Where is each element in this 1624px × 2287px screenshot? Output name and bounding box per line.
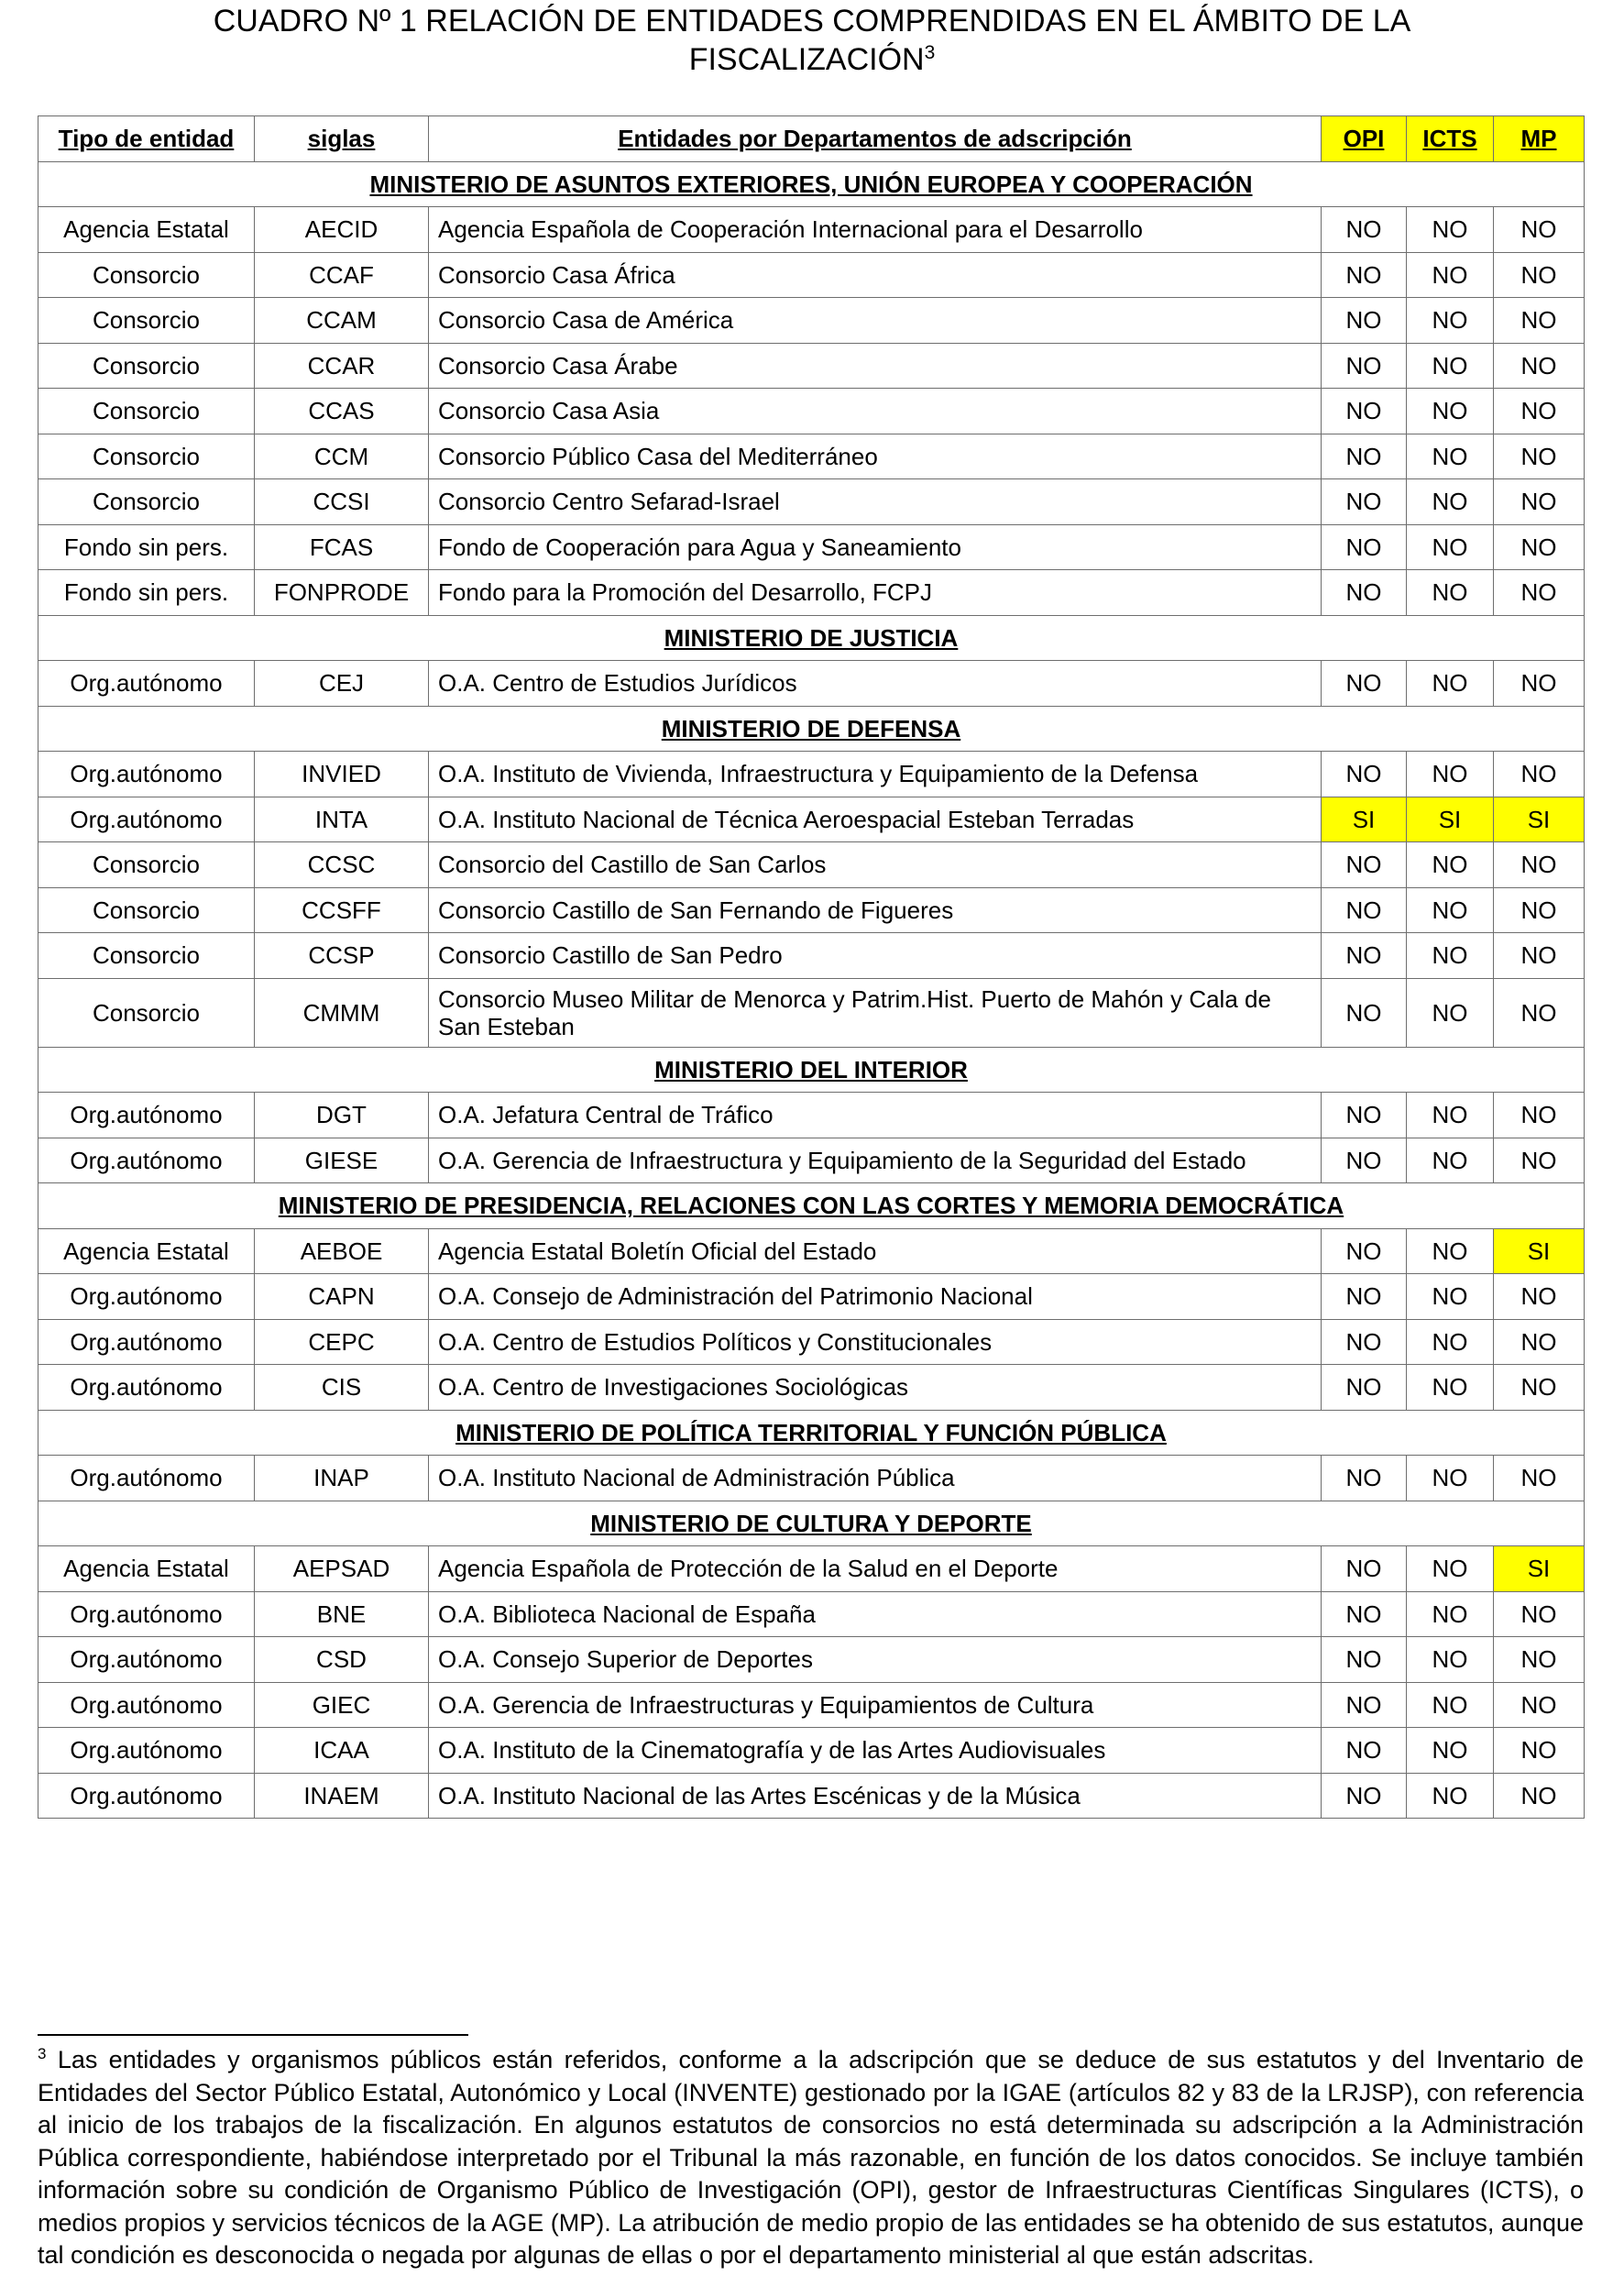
cell-siglas: GIEC xyxy=(255,1682,429,1728)
footnote xyxy=(38,2044,1584,2272)
table-row xyxy=(38,1456,1585,1501)
cell-mp: NO xyxy=(1494,842,1585,888)
cell-tipo: Agencia Estatal xyxy=(38,1228,255,1274)
cell-siglas: CSD xyxy=(255,1637,429,1683)
cell-mp: NO xyxy=(1494,524,1585,570)
table-row xyxy=(38,1591,1585,1637)
entities-table-body xyxy=(38,116,1585,1819)
cell-mp: SI xyxy=(1494,1546,1585,1592)
cell-icts: NO xyxy=(1407,1546,1494,1592)
cell-entidad: Consorcio Casa Asia xyxy=(429,389,1322,434)
cell-icts: NO xyxy=(1407,1274,1494,1320)
cell-mp: NO xyxy=(1494,752,1585,797)
cell-entidad: Consorcio Casa de América xyxy=(429,298,1322,344)
title-line-2-text: FISCALIZACIÓN xyxy=(688,42,925,77)
table-row xyxy=(38,1319,1585,1365)
cell-opi: NO xyxy=(1322,1637,1407,1683)
cell-icts: NO xyxy=(1407,1319,1494,1365)
cell-icts: NO xyxy=(1407,1773,1494,1819)
cell-siglas: CAPN xyxy=(255,1274,429,1320)
header-icts: ICTS xyxy=(1407,116,1494,162)
cell-entidad: Consorcio Museo Militar de Menorca y Patrim.Hist. Puerto de Mahón y Cala de San Esteban xyxy=(429,978,1322,1047)
cell-icts: NO xyxy=(1407,389,1494,434)
cell-opi: NO xyxy=(1322,1138,1407,1183)
ministry-name: MINISTERIO DE DEFENSA xyxy=(38,706,1585,752)
table-row xyxy=(38,978,1585,1047)
page-title xyxy=(73,2,1551,79)
title-line-1: CUADRO Nº 1 RELACIÓN DE ENTIDADES COMPRENDIDAS EN EL ÁMBITO DE LA xyxy=(213,4,1411,38)
cell-icts: NO xyxy=(1407,1093,1494,1138)
ministry-header-row xyxy=(38,1047,1585,1093)
cell-opi: NO xyxy=(1322,978,1407,1047)
cell-tipo: Org.autónomo xyxy=(38,661,255,707)
table-row xyxy=(38,1682,1585,1728)
cell-icts: NO xyxy=(1407,570,1494,616)
cell-siglas: GIESE xyxy=(255,1138,429,1183)
cell-opi: NO xyxy=(1322,1773,1407,1819)
cell-mp: NO xyxy=(1494,887,1585,933)
cell-icts: NO xyxy=(1407,1682,1494,1728)
table-row xyxy=(38,752,1585,797)
cell-icts: NO xyxy=(1407,207,1494,253)
cell-mp: SI xyxy=(1494,797,1585,842)
cell-icts: NO xyxy=(1407,933,1494,979)
cell-tipo: Fondo sin pers. xyxy=(38,570,255,616)
table-row xyxy=(38,252,1585,298)
cell-siglas: INAP xyxy=(255,1456,429,1501)
cell-entidad: O.A. Consejo de Administración del Patrimonio Nacional xyxy=(429,1274,1322,1320)
table-row xyxy=(38,570,1585,616)
cell-opi: NO xyxy=(1322,389,1407,434)
table-row xyxy=(38,479,1585,525)
cell-icts: NO xyxy=(1407,887,1494,933)
header-opi: OPI xyxy=(1322,116,1407,162)
cell-siglas: INTA xyxy=(255,797,429,842)
cell-siglas: AEPSAD xyxy=(255,1546,429,1592)
cell-entidad: O.A. Gerencia de Infraestructura y Equipamiento de la Seguridad del Estado xyxy=(429,1138,1322,1183)
cell-siglas: AECID xyxy=(255,207,429,253)
cell-icts: NO xyxy=(1407,1728,1494,1774)
cell-mp: NO xyxy=(1494,1365,1585,1411)
cell-mp: NO xyxy=(1494,1274,1585,1320)
cell-opi: NO xyxy=(1322,479,1407,525)
cell-tipo: Fondo sin pers. xyxy=(38,524,255,570)
ministry-header-row xyxy=(38,1501,1585,1546)
cell-siglas: CCSC xyxy=(255,842,429,888)
table-row xyxy=(38,1773,1585,1819)
cell-mp: NO xyxy=(1494,1637,1585,1683)
cell-opi: NO xyxy=(1322,1274,1407,1320)
cell-entidad: Consorcio Casa Árabe xyxy=(429,343,1322,389)
ministry-header-row xyxy=(38,1183,1585,1229)
cell-siglas: CCSI xyxy=(255,479,429,525)
cell-tipo: Org.autónomo xyxy=(38,1773,255,1819)
cell-siglas: CCAM xyxy=(255,298,429,344)
cell-entidad: O.A. Jefatura Central de Tráfico xyxy=(429,1093,1322,1138)
cell-mp: NO xyxy=(1494,389,1585,434)
cell-siglas: BNE xyxy=(255,1591,429,1637)
cell-opi: NO xyxy=(1322,1093,1407,1138)
cell-mp: NO xyxy=(1494,1591,1585,1637)
cell-opi: NO xyxy=(1322,570,1407,616)
cell-entidad: O.A. Centro de Investigaciones Sociológicas xyxy=(429,1365,1322,1411)
table-row xyxy=(38,797,1585,842)
cell-siglas: CCAS xyxy=(255,389,429,434)
cell-opi: NO xyxy=(1322,434,1407,479)
table-row xyxy=(38,207,1585,253)
table-row xyxy=(38,1637,1585,1683)
table-row xyxy=(38,1228,1585,1274)
cell-entidad: Consorcio Centro Sefarad-Israel xyxy=(429,479,1322,525)
cell-opi: NO xyxy=(1322,887,1407,933)
cell-tipo: Consorcio xyxy=(38,842,255,888)
ministry-header-row xyxy=(38,706,1585,752)
title-line-2 xyxy=(73,40,1551,79)
table-row xyxy=(38,1365,1585,1411)
cell-tipo: Consorcio xyxy=(38,933,255,979)
cell-mp: NO xyxy=(1494,343,1585,389)
cell-tipo: Consorcio xyxy=(38,887,255,933)
cell-mp: NO xyxy=(1494,1728,1585,1774)
ministry-header-row xyxy=(38,615,1585,661)
cell-entidad: O.A. Instituto Nacional de Técnica Aeroespacial Esteban Terradas xyxy=(429,797,1322,842)
ministry-header-row xyxy=(38,161,1585,207)
cell-opi: NO xyxy=(1322,1591,1407,1637)
table-row xyxy=(38,933,1585,979)
cell-entidad: Consorcio Público Casa del Mediterráneo xyxy=(429,434,1322,479)
cell-tipo: Consorcio xyxy=(38,252,255,298)
cell-entidad: O.A. Consejo Superior de Deportes xyxy=(429,1637,1322,1683)
cell-opi: NO xyxy=(1322,524,1407,570)
cell-entidad: Consorcio del Castillo de San Carlos xyxy=(429,842,1322,888)
table-row xyxy=(38,524,1585,570)
cell-entidad: O.A. Gerencia de Infraestructuras y Equipamientos de Cultura xyxy=(429,1682,1322,1728)
cell-tipo: Org.autónomo xyxy=(38,1591,255,1637)
cell-entidad: Agencia Española de Protección de la Salud en el Deporte xyxy=(429,1546,1322,1592)
cell-siglas: FCAS xyxy=(255,524,429,570)
cell-mp: NO xyxy=(1494,933,1585,979)
cell-entidad: Fondo de Cooperación para Agua y Saneamiento xyxy=(429,524,1322,570)
cell-tipo: Consorcio xyxy=(38,434,255,479)
cell-mp: NO xyxy=(1494,978,1585,1047)
cell-icts: NO xyxy=(1407,1138,1494,1183)
cell-entidad: O.A. Centro de Estudios Políticos y Constitucionales xyxy=(429,1319,1322,1365)
cell-mp: NO xyxy=(1494,570,1585,616)
ministry-name: MINISTERIO DE ASUNTOS EXTERIORES, UNIÓN EUROPEA Y COOPERACIÓN xyxy=(38,161,1585,207)
cell-siglas: CCSP xyxy=(255,933,429,979)
cell-opi: SI xyxy=(1322,797,1407,842)
cell-tipo: Agencia Estatal xyxy=(38,207,255,253)
header-siglas: siglas xyxy=(255,116,429,162)
cell-opi: NO xyxy=(1322,1365,1407,1411)
header-entidades: Entidades por Departamentos de adscripción xyxy=(429,116,1322,162)
table-row xyxy=(38,389,1585,434)
cell-mp: NO xyxy=(1494,1093,1585,1138)
cell-mp: SI xyxy=(1494,1228,1585,1274)
cell-icts: NO xyxy=(1407,978,1494,1047)
cell-mp: NO xyxy=(1494,1456,1585,1501)
cell-opi: NO xyxy=(1322,1682,1407,1728)
footnote-number: 3 xyxy=(38,2045,47,2062)
table-header-row xyxy=(38,116,1585,162)
ministry-name: MINISTERIO DE CULTURA Y DEPORTE xyxy=(38,1501,1585,1546)
table-row xyxy=(38,1138,1585,1183)
cell-mp: NO xyxy=(1494,1682,1585,1728)
cell-icts: NO xyxy=(1407,661,1494,707)
cell-tipo: Org.autónomo xyxy=(38,1093,255,1138)
cell-siglas: INAEM xyxy=(255,1773,429,1819)
cell-mp: NO xyxy=(1494,434,1585,479)
cell-mp: NO xyxy=(1494,252,1585,298)
cell-tipo: Org.autónomo xyxy=(38,1682,255,1728)
cell-siglas: ICAA xyxy=(255,1728,429,1774)
cell-opi: NO xyxy=(1322,842,1407,888)
cell-siglas: CCM xyxy=(255,434,429,479)
cell-tipo: Consorcio xyxy=(38,389,255,434)
table-row xyxy=(38,661,1585,707)
cell-icts: NO xyxy=(1407,343,1494,389)
table-row xyxy=(38,1728,1585,1774)
cell-siglas: CEPC xyxy=(255,1319,429,1365)
table-row xyxy=(38,842,1585,888)
cell-tipo: Consorcio xyxy=(38,978,255,1047)
cell-tipo: Org.autónomo xyxy=(38,1365,255,1411)
ministry-name: MINISTERIO DEL INTERIOR xyxy=(38,1047,1585,1093)
footnote-reference: 3 xyxy=(924,42,936,63)
cell-siglas: CCAR xyxy=(255,343,429,389)
ministry-header-row xyxy=(38,1410,1585,1456)
table-row xyxy=(38,887,1585,933)
cell-siglas: FONPRODE xyxy=(255,570,429,616)
table-row xyxy=(38,1093,1585,1138)
cell-icts: NO xyxy=(1407,479,1494,525)
cell-opi: NO xyxy=(1322,252,1407,298)
cell-tipo: Org.autónomo xyxy=(38,1456,255,1501)
cell-icts: NO xyxy=(1407,252,1494,298)
cell-icts: NO xyxy=(1407,1456,1494,1501)
table-row xyxy=(38,343,1585,389)
cell-entidad: Agencia Estatal Boletín Oficial del Estado xyxy=(429,1228,1322,1274)
entities-table xyxy=(38,115,1585,1819)
cell-tipo: Agencia Estatal xyxy=(38,1546,255,1592)
table-row xyxy=(38,1546,1585,1592)
footnote-text: Las entidades y organismos públicos están referidos, conforme a la adscripción que se deduce de sus estatutos y del Inventario de Entidades del Sector Público Estatal, Autonómico y Local (INVENTE) gestionado por la IGAE (artículos 82 y 83 de la LRJSP), con referencia al inicio de los trabajos de la fiscalización. En algunos estatutos de consorcios no está determinada su adscripción a la Administración Pública correspondiente, habiéndose interpretado por el Tribunal la más razonable, en función de los datos conocidos. Se incluye también información sobre su condición de Organismo Público de Investigación (OPI), gestor de Infraestructuras Científicas Singulares (ICTS), o medios propios y servicios técnicos de la AGE (MP). La atribución de medio propio de las entidades se ha obtenido de sus estatutos, aunque tal condición es desconocida o negada por algunas de ellas o por el departamento ministerial al que están adscritas. xyxy=(38,2046,1584,2269)
cell-tipo: Org.autónomo xyxy=(38,1319,255,1365)
cell-tipo: Org.autónomo xyxy=(38,1728,255,1774)
cell-opi: NO xyxy=(1322,1728,1407,1774)
cell-entidad: O.A. Biblioteca Nacional de España xyxy=(429,1591,1322,1637)
cell-opi: NO xyxy=(1322,933,1407,979)
cell-mp: NO xyxy=(1494,207,1585,253)
cell-siglas: CEJ xyxy=(255,661,429,707)
table-row xyxy=(38,298,1585,344)
cell-icts: NO xyxy=(1407,434,1494,479)
cell-siglas: DGT xyxy=(255,1093,429,1138)
cell-tipo: Org.autónomo xyxy=(38,1138,255,1183)
cell-opi: NO xyxy=(1322,752,1407,797)
cell-mp: NO xyxy=(1494,1319,1585,1365)
cell-opi: NO xyxy=(1322,298,1407,344)
ministry-name: MINISTERIO DE POLÍTICA TERRITORIAL Y FUNCIÓN PÚBLICA xyxy=(38,1410,1585,1456)
cell-entidad: Agencia Española de Cooperación Internacional para el Desarrollo xyxy=(429,207,1322,253)
footnote-divider xyxy=(38,2034,468,2036)
cell-siglas: INVIED xyxy=(255,752,429,797)
table-row xyxy=(38,434,1585,479)
cell-opi: NO xyxy=(1322,343,1407,389)
table-row xyxy=(38,1274,1585,1320)
cell-icts: NO xyxy=(1407,1637,1494,1683)
cell-icts: NO xyxy=(1407,524,1494,570)
cell-icts: NO xyxy=(1407,752,1494,797)
cell-tipo: Consorcio xyxy=(38,298,255,344)
cell-entidad: Consorcio Castillo de San Pedro xyxy=(429,933,1322,979)
cell-tipo: Org.autónomo xyxy=(38,752,255,797)
cell-mp: NO xyxy=(1494,479,1585,525)
cell-entidad: O.A. Instituto Nacional de las Artes Escénicas y de la Música xyxy=(429,1773,1322,1819)
cell-siglas: CMMM xyxy=(255,978,429,1047)
cell-icts: SI xyxy=(1407,797,1494,842)
cell-entidad: O.A. Instituto de la Cinematografía y de las Artes Audiovisuales xyxy=(429,1728,1322,1774)
cell-mp: NO xyxy=(1494,1773,1585,1819)
header-mp: MP xyxy=(1494,116,1585,162)
cell-icts: NO xyxy=(1407,298,1494,344)
cell-entidad: O.A. Instituto Nacional de Administración Pública xyxy=(429,1456,1322,1501)
cell-tipo: Consorcio xyxy=(38,479,255,525)
cell-icts: NO xyxy=(1407,1228,1494,1274)
cell-opi: NO xyxy=(1322,207,1407,253)
cell-siglas: CCSFF xyxy=(255,887,429,933)
cell-entidad: O.A. Instituto de Vivienda, Infraestructura y Equipamiento de la Defensa xyxy=(429,752,1322,797)
cell-entidad: O.A. Centro de Estudios Jurídicos xyxy=(429,661,1322,707)
cell-icts: NO xyxy=(1407,1365,1494,1411)
cell-opi: NO xyxy=(1322,1228,1407,1274)
cell-mp: NO xyxy=(1494,298,1585,344)
cell-icts: NO xyxy=(1407,842,1494,888)
ministry-name: MINISTERIO DE PRESIDENCIA, RELACIONES CON LAS CORTES Y MEMORIA DEMOCRÁTICA xyxy=(38,1183,1585,1229)
cell-siglas: CCAF xyxy=(255,252,429,298)
cell-entidad: Fondo para la Promoción del Desarrollo, FCPJ xyxy=(429,570,1322,616)
cell-opi: NO xyxy=(1322,1456,1407,1501)
cell-entidad: Consorcio Castillo de San Fernando de Figueres xyxy=(429,887,1322,933)
ministry-name: MINISTERIO DE JUSTICIA xyxy=(38,615,1585,661)
cell-mp: NO xyxy=(1494,1138,1585,1183)
cell-mp: NO xyxy=(1494,661,1585,707)
header-tipo: Tipo de entidad xyxy=(38,116,255,162)
cell-tipo: Org.autónomo xyxy=(38,1274,255,1320)
cell-tipo: Org.autónomo xyxy=(38,797,255,842)
cell-siglas: CIS xyxy=(255,1365,429,1411)
cell-opi: NO xyxy=(1322,661,1407,707)
cell-tipo: Org.autónomo xyxy=(38,1637,255,1683)
cell-icts: NO xyxy=(1407,1591,1494,1637)
cell-siglas: AEBOE xyxy=(255,1228,429,1274)
cell-opi: NO xyxy=(1322,1319,1407,1365)
cell-opi: NO xyxy=(1322,1546,1407,1592)
cell-tipo: Consorcio xyxy=(38,343,255,389)
cell-entidad: Consorcio Casa África xyxy=(429,252,1322,298)
